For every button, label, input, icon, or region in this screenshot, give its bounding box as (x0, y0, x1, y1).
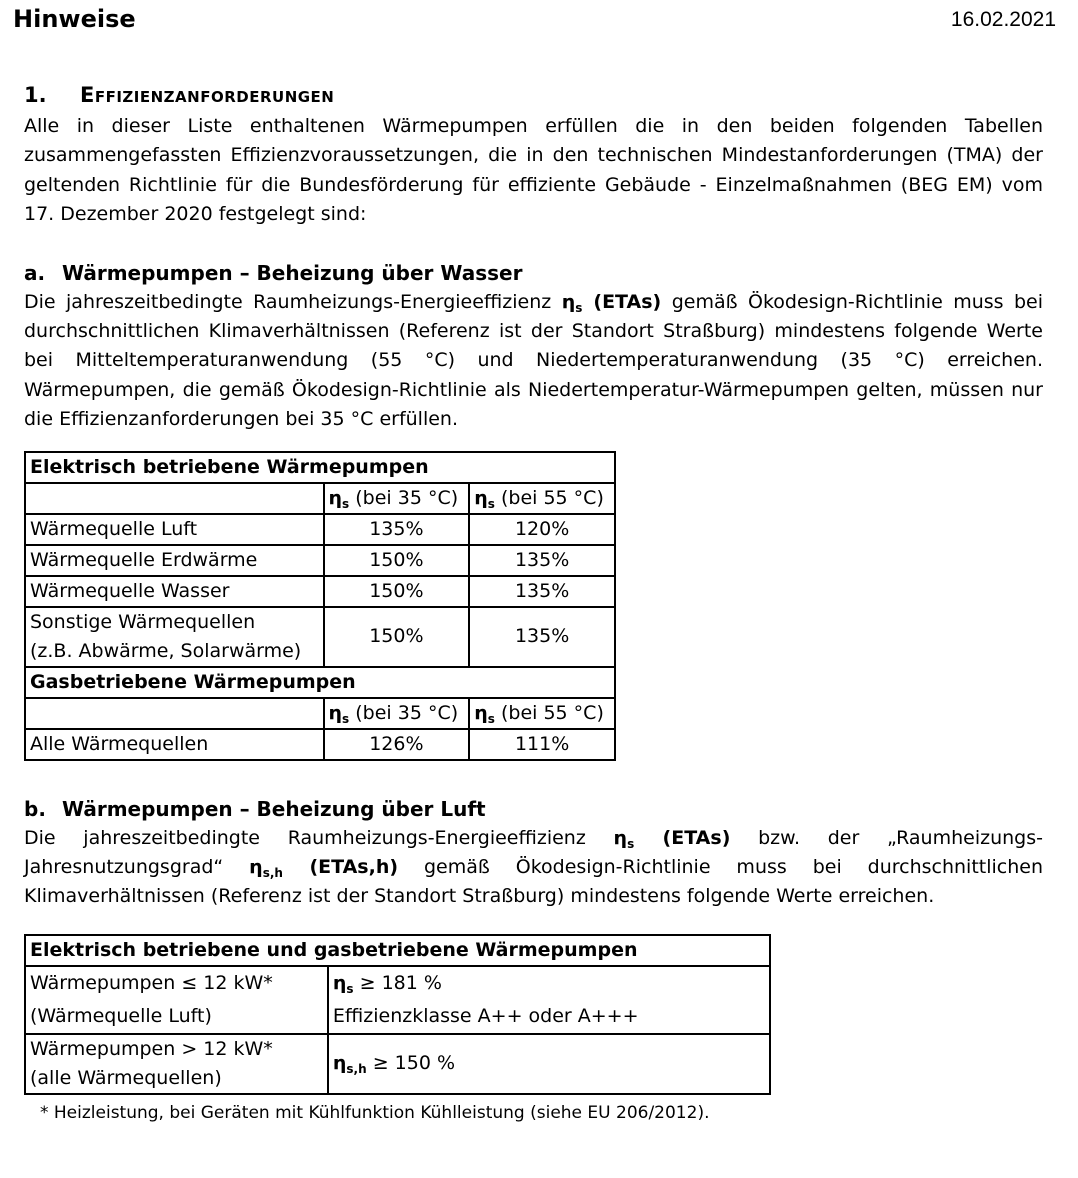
empty-cell (25, 698, 324, 729)
group-label: Elektrisch betriebene und gasbetriebene Wärmepumpen (25, 935, 770, 966)
eta-sh-symbol: $\eta_{s,h}$ (ETAs,h) (249, 856, 399, 881)
table-row (25, 514, 615, 545)
group-gas-label: Gasbetriebene Wärmepumpen (25, 667, 615, 698)
table-row (25, 1034, 770, 1094)
section-a-text-pre: Die jahreszeitbedingte Raumheizungs-Energieeffizienz (24, 290, 552, 313)
table-header-row (25, 698, 615, 729)
page-header-title: Hinweise (13, 5, 136, 33)
row-label: Wärmepumpen ≤ 12 kW* (Wärmequelle Luft) (25, 966, 328, 1034)
header-55: $\eta_s$ (bei 55 °C) (469, 483, 615, 514)
document-body (24, 80, 1043, 1128)
table-row (25, 545, 615, 576)
value-35: 150% (324, 545, 470, 576)
section-a-text-post: gemäß Ökodesign-Richtlinie muss bei durchschnittlichen Klimaverhältnissen (Referenz ist der Standort Straßburg) mindestens folgende Werte bei Mitteltemperaturanwendung (55 °C) und Niedertemperaturanwendung (35 °C) erreichen. Wärmepumpen, die gemäß Ökodesign-Richtlinie als Niedertemperatur-Wärmepumpen gelten, müssen nur die Effizienzanforderungen bei 35 °C erfüllen. (24, 290, 1043, 431)
section-1-number: 1. (24, 83, 47, 107)
section-b-paragraph: Die jahreszeitbedingte Raumheizungs-Energieeffizienz $\eta_s$ (ETAs) bzw. der „Raumheizungs-Jahresnutzungsgrad“ $\eta_{s,h}$ (ETAs,h) gemäß Ökodesign-Richtlinie muss bei durchschnittlichen Klimaverhältnissen (Referenz ist der Standort Straßburg) mindestens folgende Werte erreichen. (24, 826, 1044, 908)
table-group-row (25, 667, 615, 698)
section-b-number: b. (24, 796, 46, 821)
table-group-row (25, 452, 615, 483)
value-55: 135% (469, 545, 615, 576)
eta-symbol: $\eta_s$ (ETAs) (613, 826, 731, 851)
eta-symbol: $\eta_s$ (ETAs) (561, 290, 662, 315)
row-label: Wärmepumpen > 12 kW* (alle Wärmequellen) (25, 1034, 328, 1094)
footnote: * Heizleistung, bei Geräten mit Kühlfunktion Kühlleistung (siehe EU 206/2012). (40, 1102, 710, 1123)
value-35: 135% (324, 514, 470, 545)
row-label: Wärmequelle Wasser (25, 576, 324, 607)
row-value: $\eta_{s,h} \ge 150$ % (328, 1034, 770, 1094)
value-55: 111% (469, 729, 615, 760)
table-header-row (25, 483, 615, 514)
section-a-title: Wärmepumpen – Beheizung über Wasser (62, 260, 523, 285)
table-row (25, 607, 615, 667)
section-1-heading (24, 80, 1043, 110)
header-55: $\eta_s$ (bei 55 °C) (469, 698, 615, 729)
value-35: 150% (324, 576, 470, 607)
table-row (25, 729, 615, 760)
row-label: Alle Wärmequellen (25, 729, 324, 760)
section-a-heading (24, 258, 1043, 288)
section-a-paragraph (24, 288, 1043, 435)
row-label: Wärmequelle Erdwärme (25, 545, 324, 576)
page-header-date: 16.02.2021 (950, 8, 1056, 31)
header-35: $\eta_s$ (bei 35 °C) (324, 698, 470, 729)
row-label: Wärmequelle Luft (25, 514, 324, 545)
row-label: Sonstige Wärmequellen (z.B. Abwärme, Solarwärme) (25, 607, 324, 667)
section-b-heading (24, 794, 1043, 824)
value-55: 135% (469, 607, 615, 667)
table-group-row (25, 935, 770, 966)
section-1-title: Effizienzanforderungen (80, 83, 335, 107)
section-b-title: Wärmepumpen – Beheizung über Luft (62, 796, 486, 821)
empty-cell (25, 483, 324, 514)
air-heating-efficiency-table (24, 934, 771, 1095)
section-a-number: a. (24, 260, 46, 285)
section-1-intro: Alle in dieser Liste enthaltenen Wärmepumpen erfüllen die in den beiden folgenden Tabellen zusammengefassten Effizienzvoraussetzungen, die in den technischen Mindestanforderungen (TMA) der geltenden Richtlinie für die Bundesförderung für effiziente Gebäude - Einzelmaßnahmen (BEG EM) vom 17. Dezember 2020 festgelegt sind: (24, 115, 1043, 226)
table-row (25, 966, 770, 1034)
value-55: 120% (469, 514, 615, 545)
header-35: $\eta_s$ (bei 35 °C) (324, 483, 470, 514)
value-35: 126% (324, 729, 470, 760)
group-electric-label: Elektrisch betriebene Wärmepumpen (25, 452, 615, 483)
row-value: $\eta_s \ge 181$ % Effizienzklasse A++ oder A+++ (328, 966, 770, 1034)
value-35: 150% (324, 607, 470, 667)
value-55: 135% (469, 576, 615, 607)
table-row (25, 576, 615, 607)
water-heating-efficiency-table (24, 451, 616, 761)
